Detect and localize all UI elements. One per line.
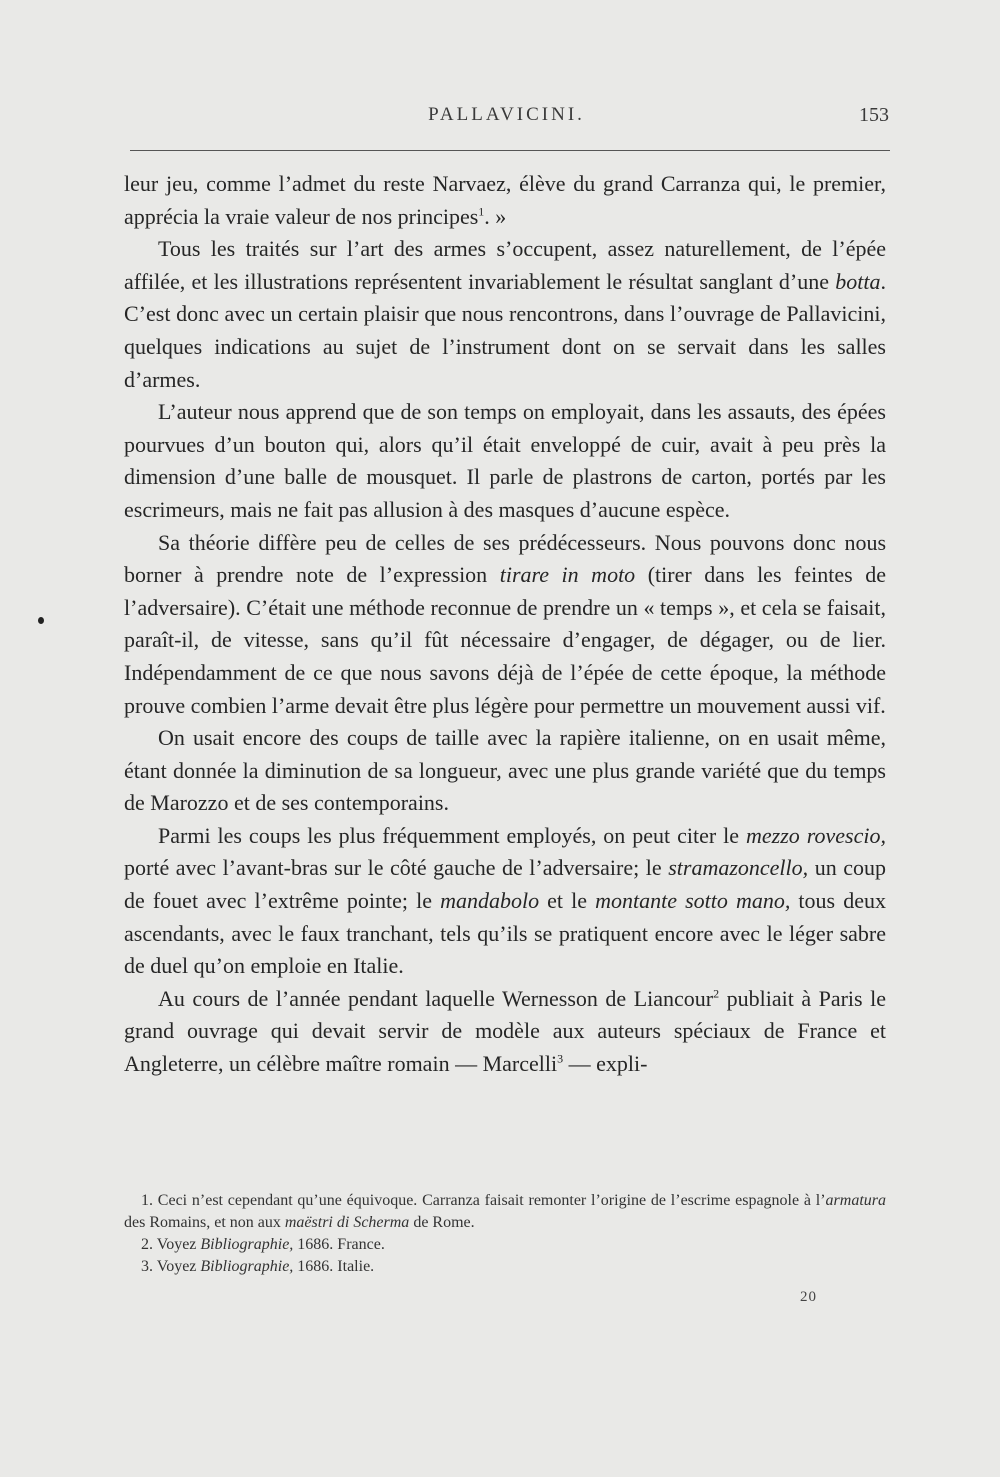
text-run: 1686. France. — [293, 1236, 385, 1253]
italic-term: armatura — [825, 1192, 886, 1209]
text-run: publiait à Paris le grand ouvrage qui devait servir de modèle aux auteurs spéciaux de France et Angleterre, un célèbre maître romain — Marcelli — [124, 985, 886, 1077]
italic-term: Bibliographie, — [200, 1236, 294, 1253]
text-run: tous deux ascendants, avec le faux tranchant, tels qu’ils se pratiquent encore avec le léger sabre de duel qu’on emploie en Italie. — [124, 888, 886, 979]
italic-term: tirare in moto — [499, 562, 636, 588]
paragraph — [124, 396, 886, 526]
italic-term: maëstri di Scherma — [284, 1214, 410, 1231]
text-run: un coup de fouet avec l’extrême pointe; le — [124, 855, 886, 914]
text-run: On usait encore des coups de taille avec la rapière italienne, on en usait même, étant donnée la diminution de sa longueur, avec une plus grande variété que du temps de Marozzo et de ses contemporains. — [124, 725, 886, 816]
italic-term: mezzo rovescio, — [746, 822, 886, 848]
text-run: 3. Voyez — [141, 1258, 201, 1275]
header-rule — [130, 150, 890, 151]
running-head — [124, 104, 889, 134]
text-run: des Romains, et non aux — [124, 1214, 285, 1231]
text-run: L’auteur nous apprend que de son temps on employait, dans les assauts, des épées pourvues d’un bouton qui, alors qu’il était enveloppé de cuir, avait à peu près la dimension d’une balle de mousquet. Il parle de plastrons de carton, portés par les escrimeurs, mais ne fait pas allusion à des masques d’aucune espèce. — [124, 399, 886, 522]
text-run: de Rome. — [409, 1214, 475, 1231]
text-run: 2. Voyez — [141, 1236, 201, 1253]
paragraph — [124, 983, 886, 1081]
footnote — [124, 1190, 886, 1234]
footnote-ref: 2 — [713, 986, 720, 1001]
text-run: (tirer dans les feintes de l’adversaire). C’était une méthode reconnue de prendre un « temps », et cela se faisait, paraît-il, de vitesse, sans qu’il fût nécessaire d’engager, de dégager, ou de lier. Indépendamment de ce que nous savons déjà de l’épée de cette époque, la méthode prouve combien l’arme devait être plus légère pour permettre un mouvement aussi vif. — [124, 562, 886, 718]
footnote — [124, 1234, 886, 1256]
text-run: Sa théorie diffère peu de celles de ses prédécesseurs. Nous pouvons donc nous borner à prendre note de l’expression — [124, 529, 886, 588]
footnote — [124, 1256, 886, 1278]
text-run: porté avec l’avant-bras sur le côté gauche de l’adversaire; le — [124, 855, 669, 881]
text-run: — expli- — [563, 1051, 648, 1077]
paragraph — [124, 168, 886, 233]
page-number: 153 — [859, 104, 889, 126]
footnote-ref: 1 — [478, 204, 485, 219]
text-run: . C’est donc avec un certain plaisir que nous rencontrons, dans l’ouvrage de Pallavicini, quelques indications au sujet de l’instrument dont on se servait dans les salles d’armes. — [124, 268, 886, 392]
paragraph — [124, 527, 886, 723]
signature-mark: 20 — [800, 1289, 817, 1305]
italic-term: stramazoncello, — [668, 855, 809, 881]
text-run: Parmi les coups les plus fréquemment employés, on peut citer le — [158, 822, 747, 848]
ink-speck — [38, 617, 44, 624]
text-run: et le — [539, 888, 596, 914]
paragraph — [124, 722, 886, 820]
text-run: 1686. Italie. — [293, 1258, 375, 1275]
italic-term: botta — [835, 268, 881, 294]
text-run: leur jeu, comme l’admet du reste Narvaez, élève du grand Carranza qui, le premier, apprécia la vraie valeur de nos principes — [124, 171, 886, 229]
running-head-title: PALLAVICINI. — [428, 104, 585, 125]
paragraph — [124, 820, 886, 983]
paragraph — [124, 233, 886, 396]
text-run: Au cours de l’année pendant laquelle Wernesson de Liancour — [158, 985, 714, 1011]
body-text — [124, 168, 886, 1081]
italic-term: mandabolo — [440, 888, 540, 914]
text-run: . » — [484, 203, 507, 229]
text-run: 1. Ceci n’est cependant qu’une équivoque. Carranza faisait remonter l’origine de l’escrime espagnole à l’ — [141, 1192, 826, 1209]
footnote-ref: 3 — [557, 1051, 564, 1066]
italic-term: montante sotto mano, — [595, 888, 791, 914]
footnotes — [124, 1190, 886, 1278]
text-run: Tous les traités sur l’art des armes s’occupent, assez naturellement, de l’épée affilée, et les illustrations représentent invariablement le résultat sanglant d’une — [124, 236, 886, 294]
italic-term: Bibliographie, — [200, 1258, 294, 1275]
